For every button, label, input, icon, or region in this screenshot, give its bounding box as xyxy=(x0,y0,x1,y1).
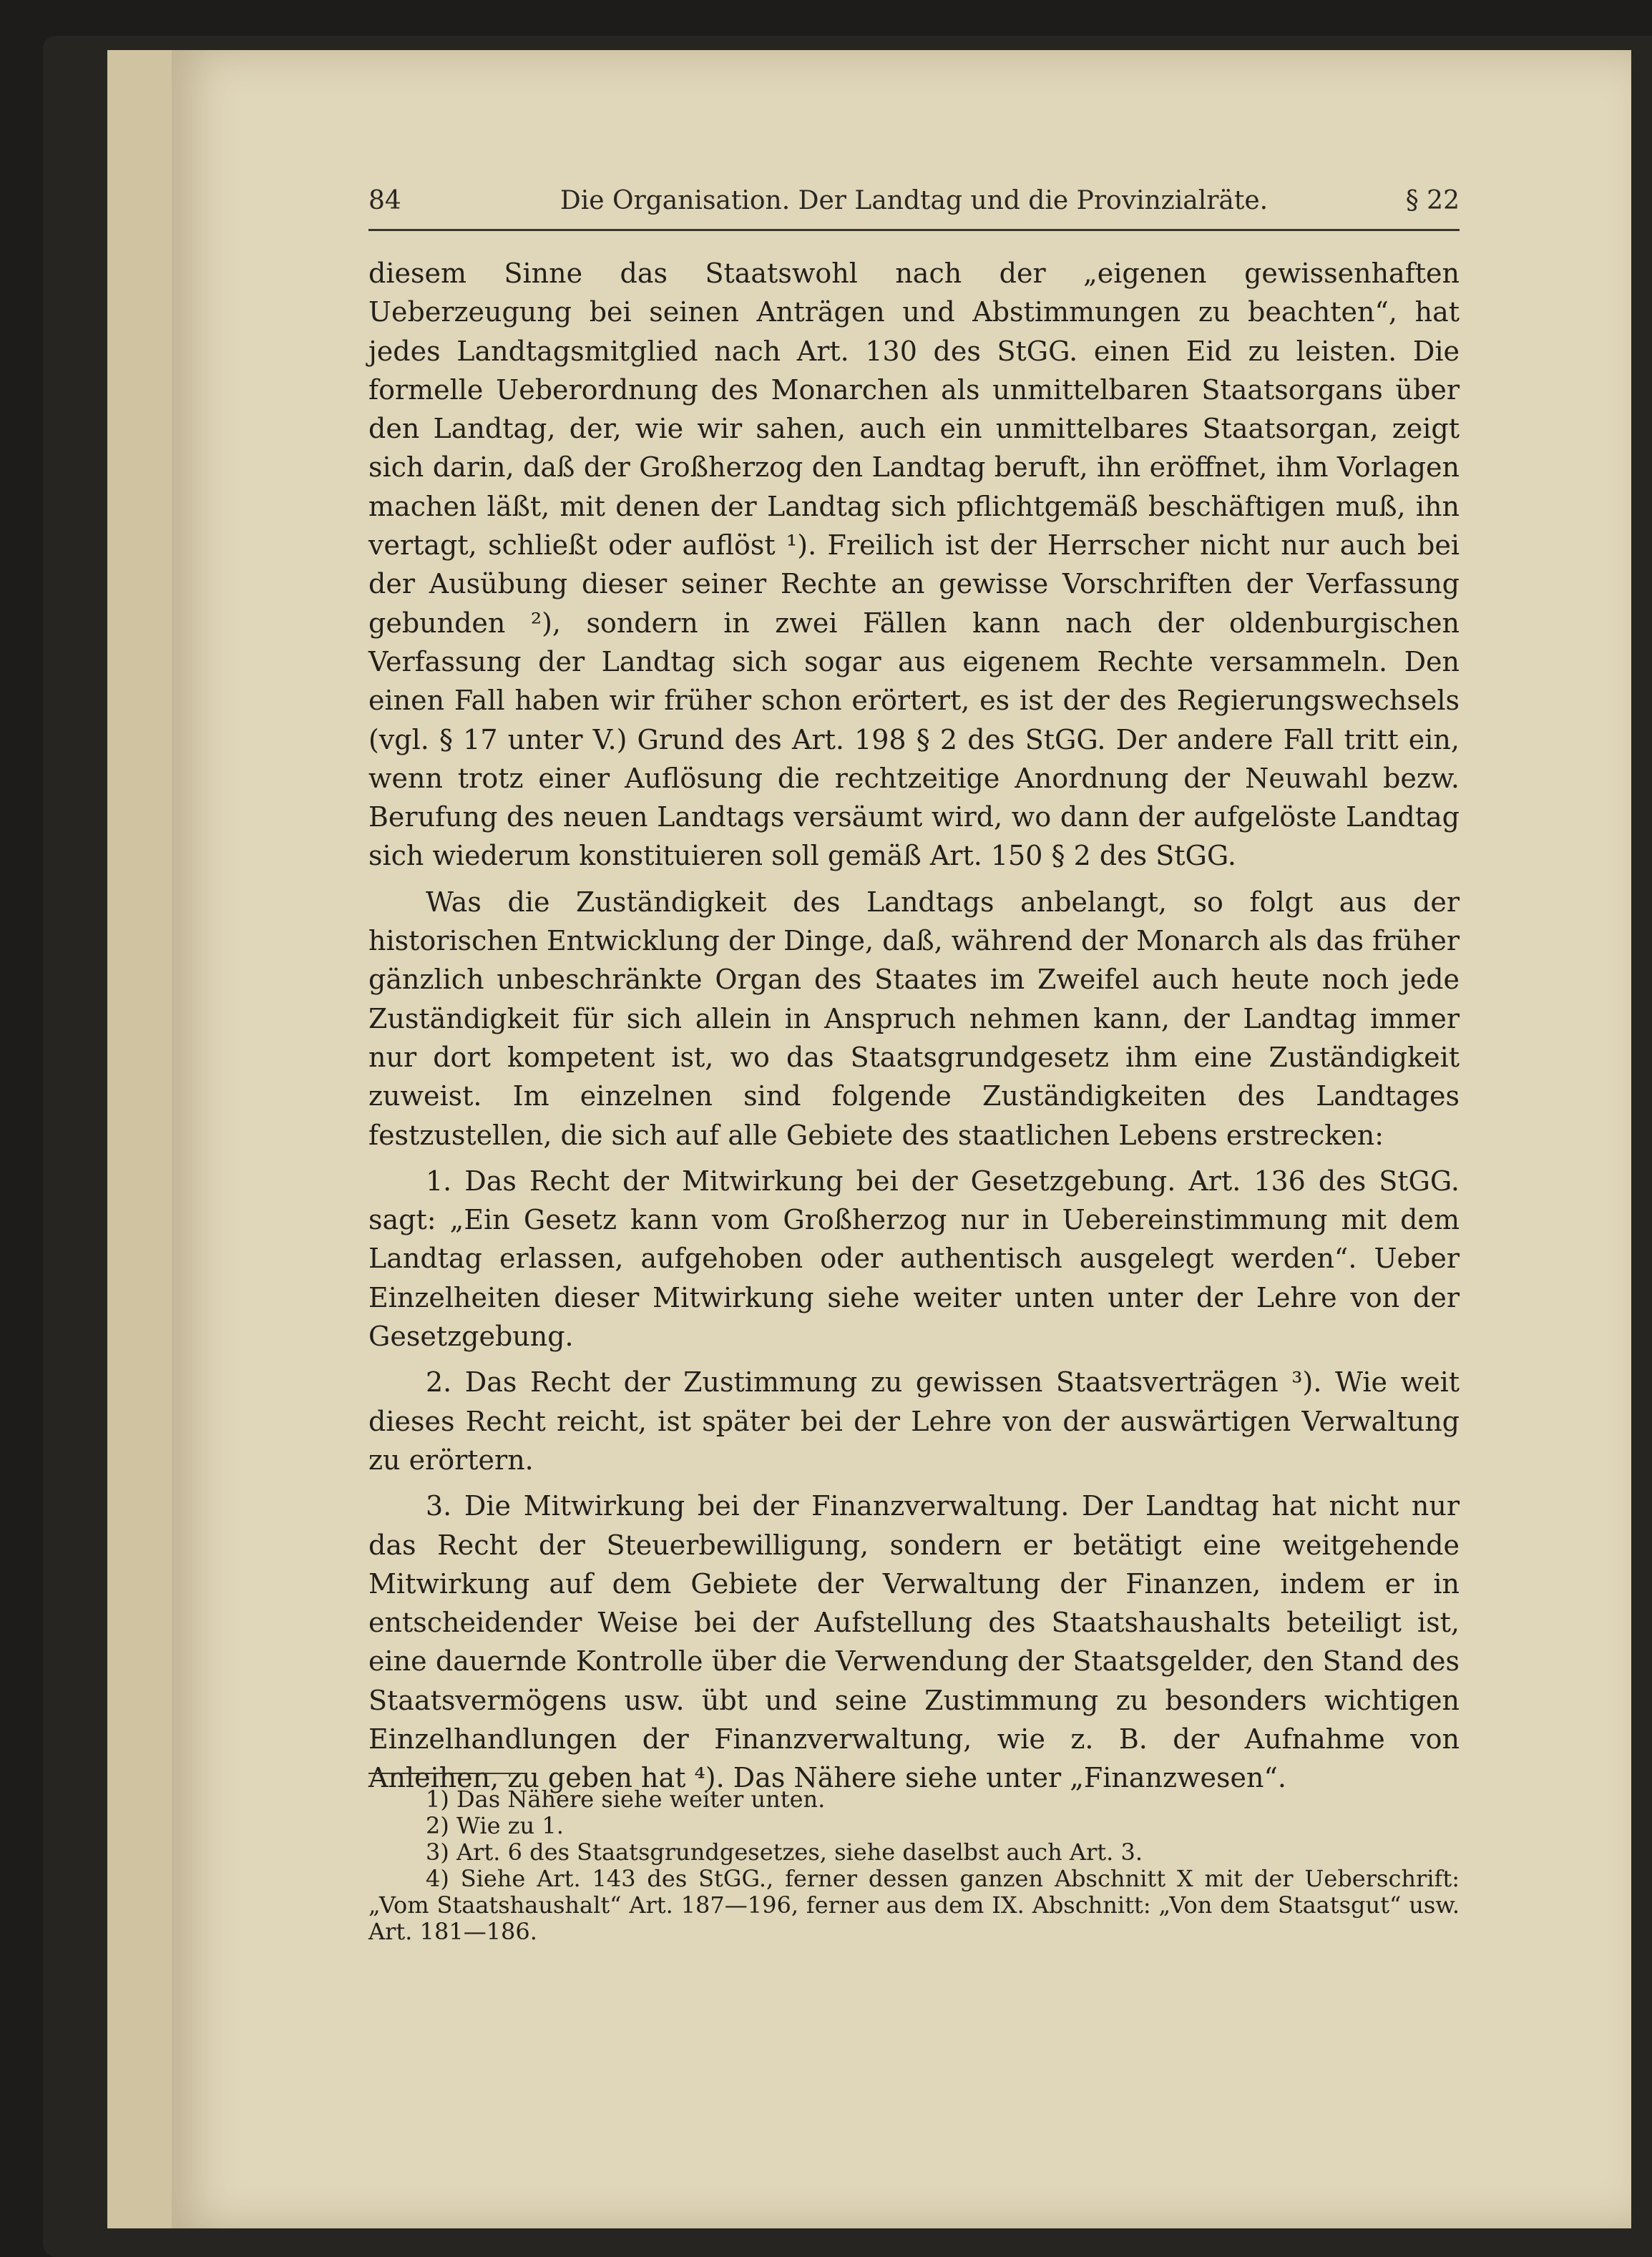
page-number: 84 xyxy=(368,186,401,215)
footnote: 2) Wie zu 1. xyxy=(426,1812,564,1839)
section-number: § 22 xyxy=(1405,186,1460,215)
paragraph: Was die Zuständigkeit des Landtags anbelangt, so folgt aus der historischen Entwicklung der Dinge, daß, während der Monarch als das früher gänzlich unbeschränkte Organ des Staates im Zweifel auch heute noch jede Zuständigkeit für sich allein in Anspruch nehmen kann, der Landtag immer nur dort kompetent ist, wo das Staatsgrundgesetz ihm eine Zuständigkeit zuweist. Im einzelnen sind folgende Zuständigkeiten des Landtages festzustellen, die sich auf alle Gebiete des staatlichen Lebens erstrecken: xyxy=(368,886,1460,1151)
running-header xyxy=(368,179,1460,231)
paragraph: 3. Die Mitwirkung bei der Finanzverwaltung. Der Landtag hat nicht nur das Recht der Steuerbewilligung, sondern er betätigt eine weitgehende Mitwirkung auf dem Gebiete der Verwaltung der Finanzen, indem er in entscheidender Weise bei der Aufstellung des Staatshaushalts beteiligt ist, eine dauernde Kontrolle über die Verwendung der Staatsgelder, den Stand des Staatsvermögens usw. übt und seine Zustimmung zu besonders wichtigen Einzelhandlungen der Finanzverwaltung, wie z. B. der Aufnahme von Anleihen, zu geben hat ⁴). Das Nähere siehe unter „Finanzwesen“. xyxy=(368,1490,1460,1794)
footnote: 1) Das Nähere siehe weiter unten. xyxy=(426,1786,826,1813)
running-title: Die Organisation. Der Landtag und die Provinzialräte. xyxy=(559,186,1269,215)
paragraph: 1. Das Recht der Mitwirkung bei der Gesetzgebung. Art. 136 des StGG. sagt: „Ein Gesetz kann vom Großherzog nur in Uebereinstimmung mit dem Landtag erlassen, aufgehoben oder authentisch ausgelegt werden“. Ueber Einzelheiten dieser Mitwirkung siehe weiter unten unter der Lehre von der Gesetzgebung. xyxy=(368,1165,1460,1353)
body-text xyxy=(368,254,1460,1805)
paragraph: 2. Das Recht der Zustimmung zu gewissen Staatsverträgen ³). Wie weit dieses Recht reicht, ist später bei der Lehre von der auswärtigen Verwaltung zu erörtern. xyxy=(368,1366,1460,1476)
footnote: 3) Art. 6 des Staatsgrundgesetzes, siehe daselbst auch Art. 3. xyxy=(426,1839,1143,1866)
footnote: 4) Siehe Art. 143 des StGG., ferner dessen ganzen Abschnitt X mit der Ueberschrift: „Vom Staatshaushalt“ Art. 187—196, ferner aus dem IX. Abschnitt: „Von dem Staatsgut“ usw. Art. 181—186. xyxy=(368,1865,1460,1945)
footnote-rule xyxy=(368,1773,526,1774)
footnotes xyxy=(368,1786,1460,1945)
paragraph: diesem Sinne das Staatswohl nach der „eigenen gewissenhaften Ueberzeugung bei seinen Anträgen und Abstimmungen zu beachten“, hat jedes Landtagsmitglied nach Art. 130 des StGG. einen Eid zu leisten. Die formelle Ueberordnung des Monarchen als unmittelbaren Staatsorgans über den Landtag, der, wie wir sahen, auch ein unmittelbares Staatsorgan, zeigt sich darin, daß der Großherzog den Landtag beruft, ihn eröffnet, ihm Vorlagen machen läßt, mit denen der Landtag sich pflichtgemäß beschäftigen muß, ihn vertagt, schließt oder auflöst ¹). Freilich ist der Herrscher nicht nur auch bei der Ausübung dieser seiner Rechte an gewisse Vorschriften der Verfassung gebunden ²), sondern in zwei Fällen kann nach der oldenburgischen Verfassung der Landtag sich sogar aus eigenem Rechte versammeln. Den einen Fall haben wir früher schon erörtert, es ist der des Regierungswechsels (vgl. § 17 unter V.) Grund des Art. 198 § 2 des StGG. Der andere Fall tritt ein, wenn trotz einer Auflösung die rechtzeitige Anordnung der Neuwahl bezw. Berufung des neuen Landtags versäumt wird, wo dann der aufgelöste Landtag sich wiederum konstituieren soll gemäß Art. 150 § 2 des StGG. xyxy=(368,258,1460,872)
